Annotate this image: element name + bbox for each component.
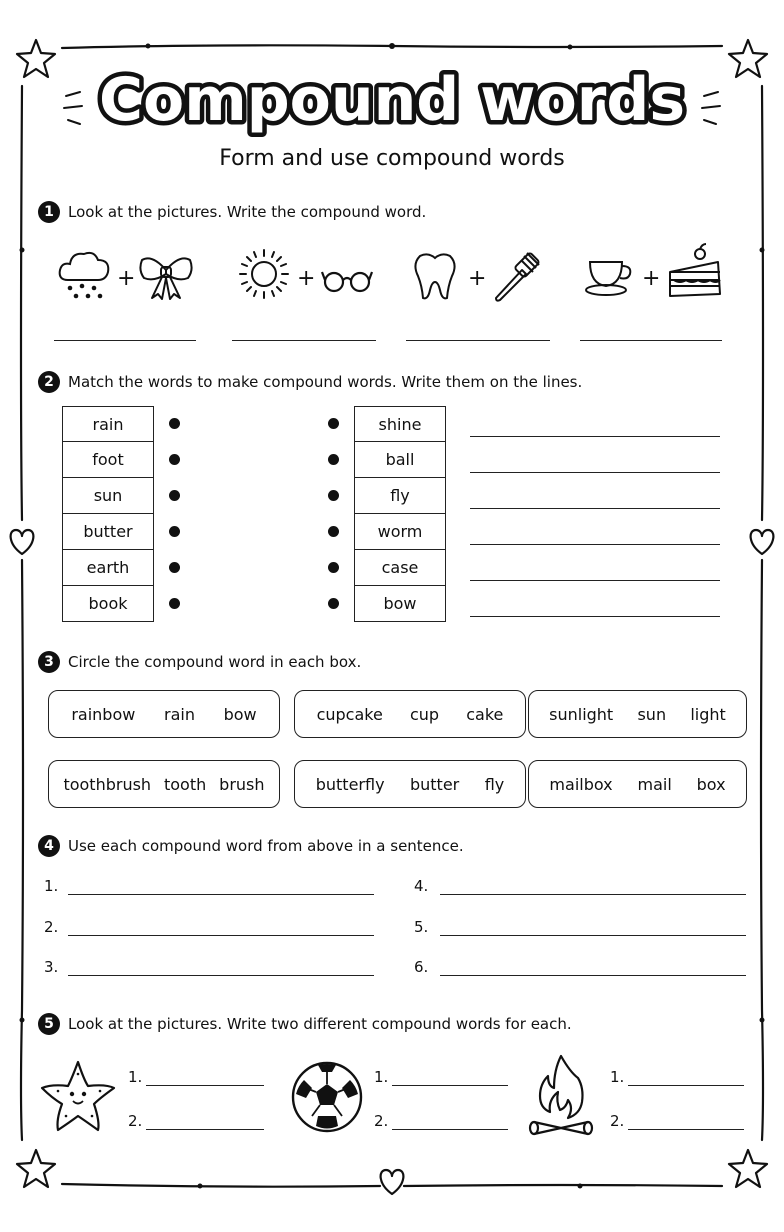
answer-line[interactable]	[146, 1129, 264, 1130]
answer-line[interactable]	[470, 580, 720, 581]
word-cell: butter	[62, 514, 154, 550]
plus-sign: +	[117, 266, 136, 291]
word-box	[294, 760, 526, 808]
word-option[interactable]: sunlight	[549, 704, 614, 724]
word-option[interactable]: tooth	[163, 774, 207, 794]
word-box	[528, 760, 747, 808]
sentence-number: 3.	[44, 958, 59, 976]
answer-number: 2.	[610, 1112, 625, 1130]
word-cell: book	[62, 586, 154, 622]
right-word-column	[354, 406, 446, 622]
answer-line[interactable]	[470, 616, 720, 617]
word-option[interactable]: cake	[466, 704, 504, 724]
starfish-icon	[38, 1058, 118, 1134]
answer-line[interactable]	[470, 508, 720, 509]
word-option[interactable]: bow	[223, 704, 257, 724]
answer-number: 1.	[128, 1068, 143, 1086]
word-cell: foot	[62, 442, 154, 478]
plus-sign: +	[468, 266, 487, 291]
word-cell: bow	[354, 586, 446, 622]
section-instruction: Look at the pictures. Write the compound word.	[68, 203, 427, 221]
sentence-line[interactable]	[440, 894, 746, 895]
section-number: 3	[38, 651, 60, 673]
plus-sign: +	[297, 266, 316, 291]
answer-number: 2.	[128, 1112, 143, 1130]
answer-line[interactable]	[54, 340, 196, 341]
sentence-line[interactable]	[68, 935, 374, 936]
answer-line[interactable]	[628, 1129, 744, 1130]
word-cell: sun	[62, 478, 154, 514]
match-dot[interactable]	[328, 562, 339, 573]
sentence-line[interactable]	[68, 975, 374, 976]
answer-number: 1.	[610, 1068, 625, 1086]
sentence-number: 4.	[414, 877, 429, 895]
campfire-icon	[526, 1052, 596, 1140]
section-instruction: Use each compound word from above in a sentence.	[68, 837, 464, 855]
sentence-number: 6.	[414, 958, 429, 976]
word-option[interactable]: sun	[637, 704, 667, 724]
answer-line[interactable]	[392, 1129, 508, 1130]
section-number: 4	[38, 835, 60, 857]
answer-number: 1.	[374, 1068, 389, 1086]
answer-line[interactable]	[470, 436, 720, 437]
word-cell: shine	[354, 406, 446, 442]
section-2-heading	[38, 371, 582, 393]
word-cell: rain	[62, 406, 154, 442]
word-option[interactable]: rain	[163, 704, 195, 724]
match-dot[interactable]	[169, 418, 180, 429]
cloud-rain-icon	[56, 246, 114, 302]
word-option[interactable]: mail	[637, 774, 672, 794]
word-option[interactable]: light	[690, 704, 726, 724]
answer-number: 2.	[374, 1112, 389, 1130]
answer-line[interactable]	[232, 340, 376, 341]
section-instruction: Match the words to make compound words. Write them on the lines.	[68, 373, 583, 391]
match-dot[interactable]	[328, 526, 339, 537]
sentence-line[interactable]	[440, 935, 746, 936]
word-box	[294, 690, 526, 738]
answer-line[interactable]	[392, 1085, 508, 1086]
word-option[interactable]: cupcake	[316, 704, 383, 724]
word-cell: ball	[354, 442, 446, 478]
page-subtitle: Form and use compound words	[219, 146, 565, 171]
sun-icon	[234, 246, 294, 302]
match-dot[interactable]	[169, 598, 180, 609]
answer-line[interactable]	[470, 472, 720, 473]
word-box	[48, 760, 280, 808]
soccer-ball-icon	[290, 1060, 364, 1134]
page-title	[60, 58, 724, 150]
word-cell: case	[354, 550, 446, 586]
match-dot[interactable]	[169, 562, 180, 573]
word-cell: worm	[354, 514, 446, 550]
section-number: 1	[38, 201, 60, 223]
word-option[interactable]: butterfly	[315, 774, 385, 794]
word-option[interactable]: butter	[409, 774, 460, 794]
answer-line[interactable]	[580, 340, 722, 341]
sentence-number: 1.	[44, 877, 59, 895]
section-instruction: Circle the compound word in each box.	[68, 653, 362, 671]
cup-icon	[582, 254, 636, 300]
match-dot[interactable]	[169, 454, 180, 465]
brush-icon	[490, 250, 546, 302]
sentence-line[interactable]	[68, 894, 374, 895]
cake-icon	[664, 242, 726, 302]
match-dot[interactable]	[169, 490, 180, 501]
sentence-line[interactable]	[440, 975, 746, 976]
section-number: 5	[38, 1013, 60, 1035]
word-option[interactable]: mailbox	[549, 774, 613, 794]
match-dot[interactable]	[328, 418, 339, 429]
match-dot[interactable]	[328, 490, 339, 501]
word-option[interactable]: fly	[484, 774, 505, 794]
word-cell: fly	[354, 478, 446, 514]
section-4-heading	[38, 835, 464, 857]
match-dot[interactable]	[169, 526, 180, 537]
word-option[interactable]: toothbrush	[63, 774, 152, 794]
glasses-icon	[320, 264, 374, 294]
match-dot[interactable]	[328, 598, 339, 609]
word-box	[48, 690, 280, 738]
answer-line[interactable]	[146, 1085, 264, 1086]
tooth-icon	[412, 250, 458, 302]
word-box	[528, 690, 747, 738]
sentence-number: 2.	[44, 918, 59, 936]
plus-sign: +	[642, 266, 661, 291]
section-5-heading	[38, 1013, 572, 1035]
answer-line[interactable]	[470, 544, 720, 545]
bow-icon	[138, 252, 194, 302]
section-instruction: Look at the pictures. Write two different compound words for each.	[68, 1015, 572, 1033]
word-option[interactable]: cup	[409, 704, 440, 724]
word-option[interactable]: brush	[219, 774, 265, 794]
match-dot[interactable]	[328, 454, 339, 465]
section-number: 2	[38, 371, 60, 393]
section-3-heading	[38, 651, 361, 673]
sentence-number: 5.	[414, 918, 429, 936]
title-text: Compound words	[98, 65, 686, 135]
answer-line[interactable]	[628, 1085, 744, 1086]
answer-line[interactable]	[406, 340, 550, 341]
word-option[interactable]: box	[696, 774, 726, 794]
word-option[interactable]: rainbow	[71, 704, 136, 724]
word-cell: earth	[62, 550, 154, 586]
section-1-heading	[38, 201, 426, 223]
left-word-column	[62, 406, 154, 622]
